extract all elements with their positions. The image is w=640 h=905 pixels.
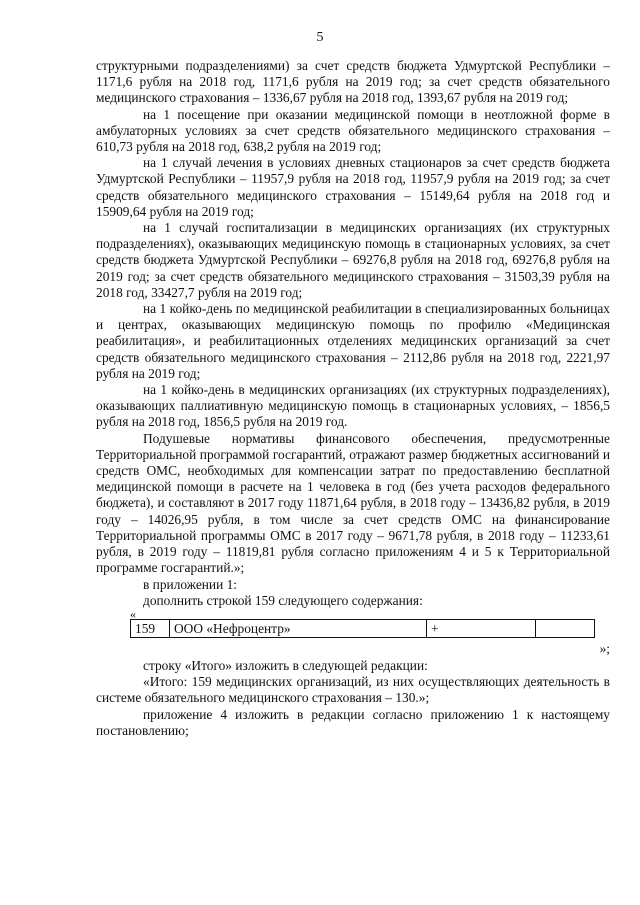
insert-open-quote: « (130, 606, 136, 621)
empty-cell (535, 619, 594, 637)
insert-close-quote: »; (599, 640, 610, 656)
paragraph: Подушевые нормативы финансового обеспечения, предусмотренные Территориальной программой госгарантий, отражают размер бюджетных ассигнований и средств ОМС, необходимых для компенсации затрат по предоставлению бесплатной медицинской помощи в расчете на 1 человека в год (без учета расходов федерального бюджета), и составляют в 2017 году 11871,64 рубля, в 2018 году – 13436,82 рубля, в 2019 году – 14026,95 рубля, в том числе за счет средств ОМС на финансирование Территориальной программы ОМС в 2017 году – 9671,78 рубля, в 2018 году – 11233,61 рубля, в 2019 году – 11819,81 рубля согласно приложениям 4 и 5 к Территориальной программе госгарантий.»; (96, 430, 610, 576)
paragraph: на 1 посещение при оказании медицинской помощи в неотложной форме в амбулаторных условиях за счет средств обязательного медицинского страхования – 610,73 рубля на 2018 год, 638,2 рубля на 2019 год; (96, 106, 610, 155)
paragraph: «Итого: 159 медицинских организаций, из них осуществляющих деятельность в системе обязательного медицинского страхования – 130.»; (96, 674, 610, 706)
paragraph: в приложении 1: (143, 576, 238, 592)
table-row (131, 619, 595, 637)
paragraph: дополнить строкой 159 следующего содержания: (143, 592, 423, 608)
paragraph: на 1 койко-день по медицинской реабилитации в специализированных больницах и центрах, оказывающих медицинскую помощь по профилю «Медицинская реабилитация», и реабилитационных отделениях медицинских организаций за счет средств обязательного медицинского страхования – 2112,86 рубля на 2018 год, 2221,97 рубля на 2019 год; (96, 301, 610, 381)
page-number: 5 (316, 30, 324, 45)
row-number-cell: 159 (131, 619, 170, 637)
paragraph: приложение 4 изложить в редакции согласно приложению 1 к настоящему постановлению; (96, 706, 610, 738)
paragraph: на 1 койко-день в медицинских организациях (их структурных подразделениях), оказывающих паллиативную медицинскую помощь в стационарных условиях, – 1856,5 рубля на 2018 год, 1856,5 рубля на 2019 год. (96, 382, 610, 430)
paragraph: на 1 случай лечения в условиях дневных стационаров за счет средств бюджета Удмуртской Республики – 11957,9 рубля на 2018 год, 11957,9 рубля на 2019 год; за счет средств обязательного медицинского страхования – 15149,64 рубля на 2018 год и 15909,64 рубля на 2019 год; (96, 155, 610, 219)
mark-cell: + (427, 619, 536, 637)
organization-name-cell: ООО «Нефроцентр» (170, 619, 427, 637)
paragraph: строку «Итого» изложить в следующей редакции: (143, 657, 428, 673)
inserted-row-table (130, 619, 595, 638)
document-body (96, 58, 610, 739)
paragraph: структурными подразделениями) за счет средств бюджета Удмуртской Республики – 1171,6 рубля на 2018 год, 1171,6 рубля на 2019 год; за счет средств обязательного медицинского страхования – 1336,67 рубля на 2018 год, 1393,67 рубля на 2019 год; (96, 58, 610, 106)
paragraph: на 1 случай госпитализации в медицинских организациях (их структурных подразделениях), оказывающих медицинскую помощь в стационарных условиях, за счет средств бюджета Удмуртской Республики – 69276,8 рубля на 2018 год, 69276,8 рубля на 2019 год; за счет средств обязательного медицинского страхования – 31503,39 рубля на 2018 год, 33427,7 рубля на 2019 год; (96, 220, 610, 300)
